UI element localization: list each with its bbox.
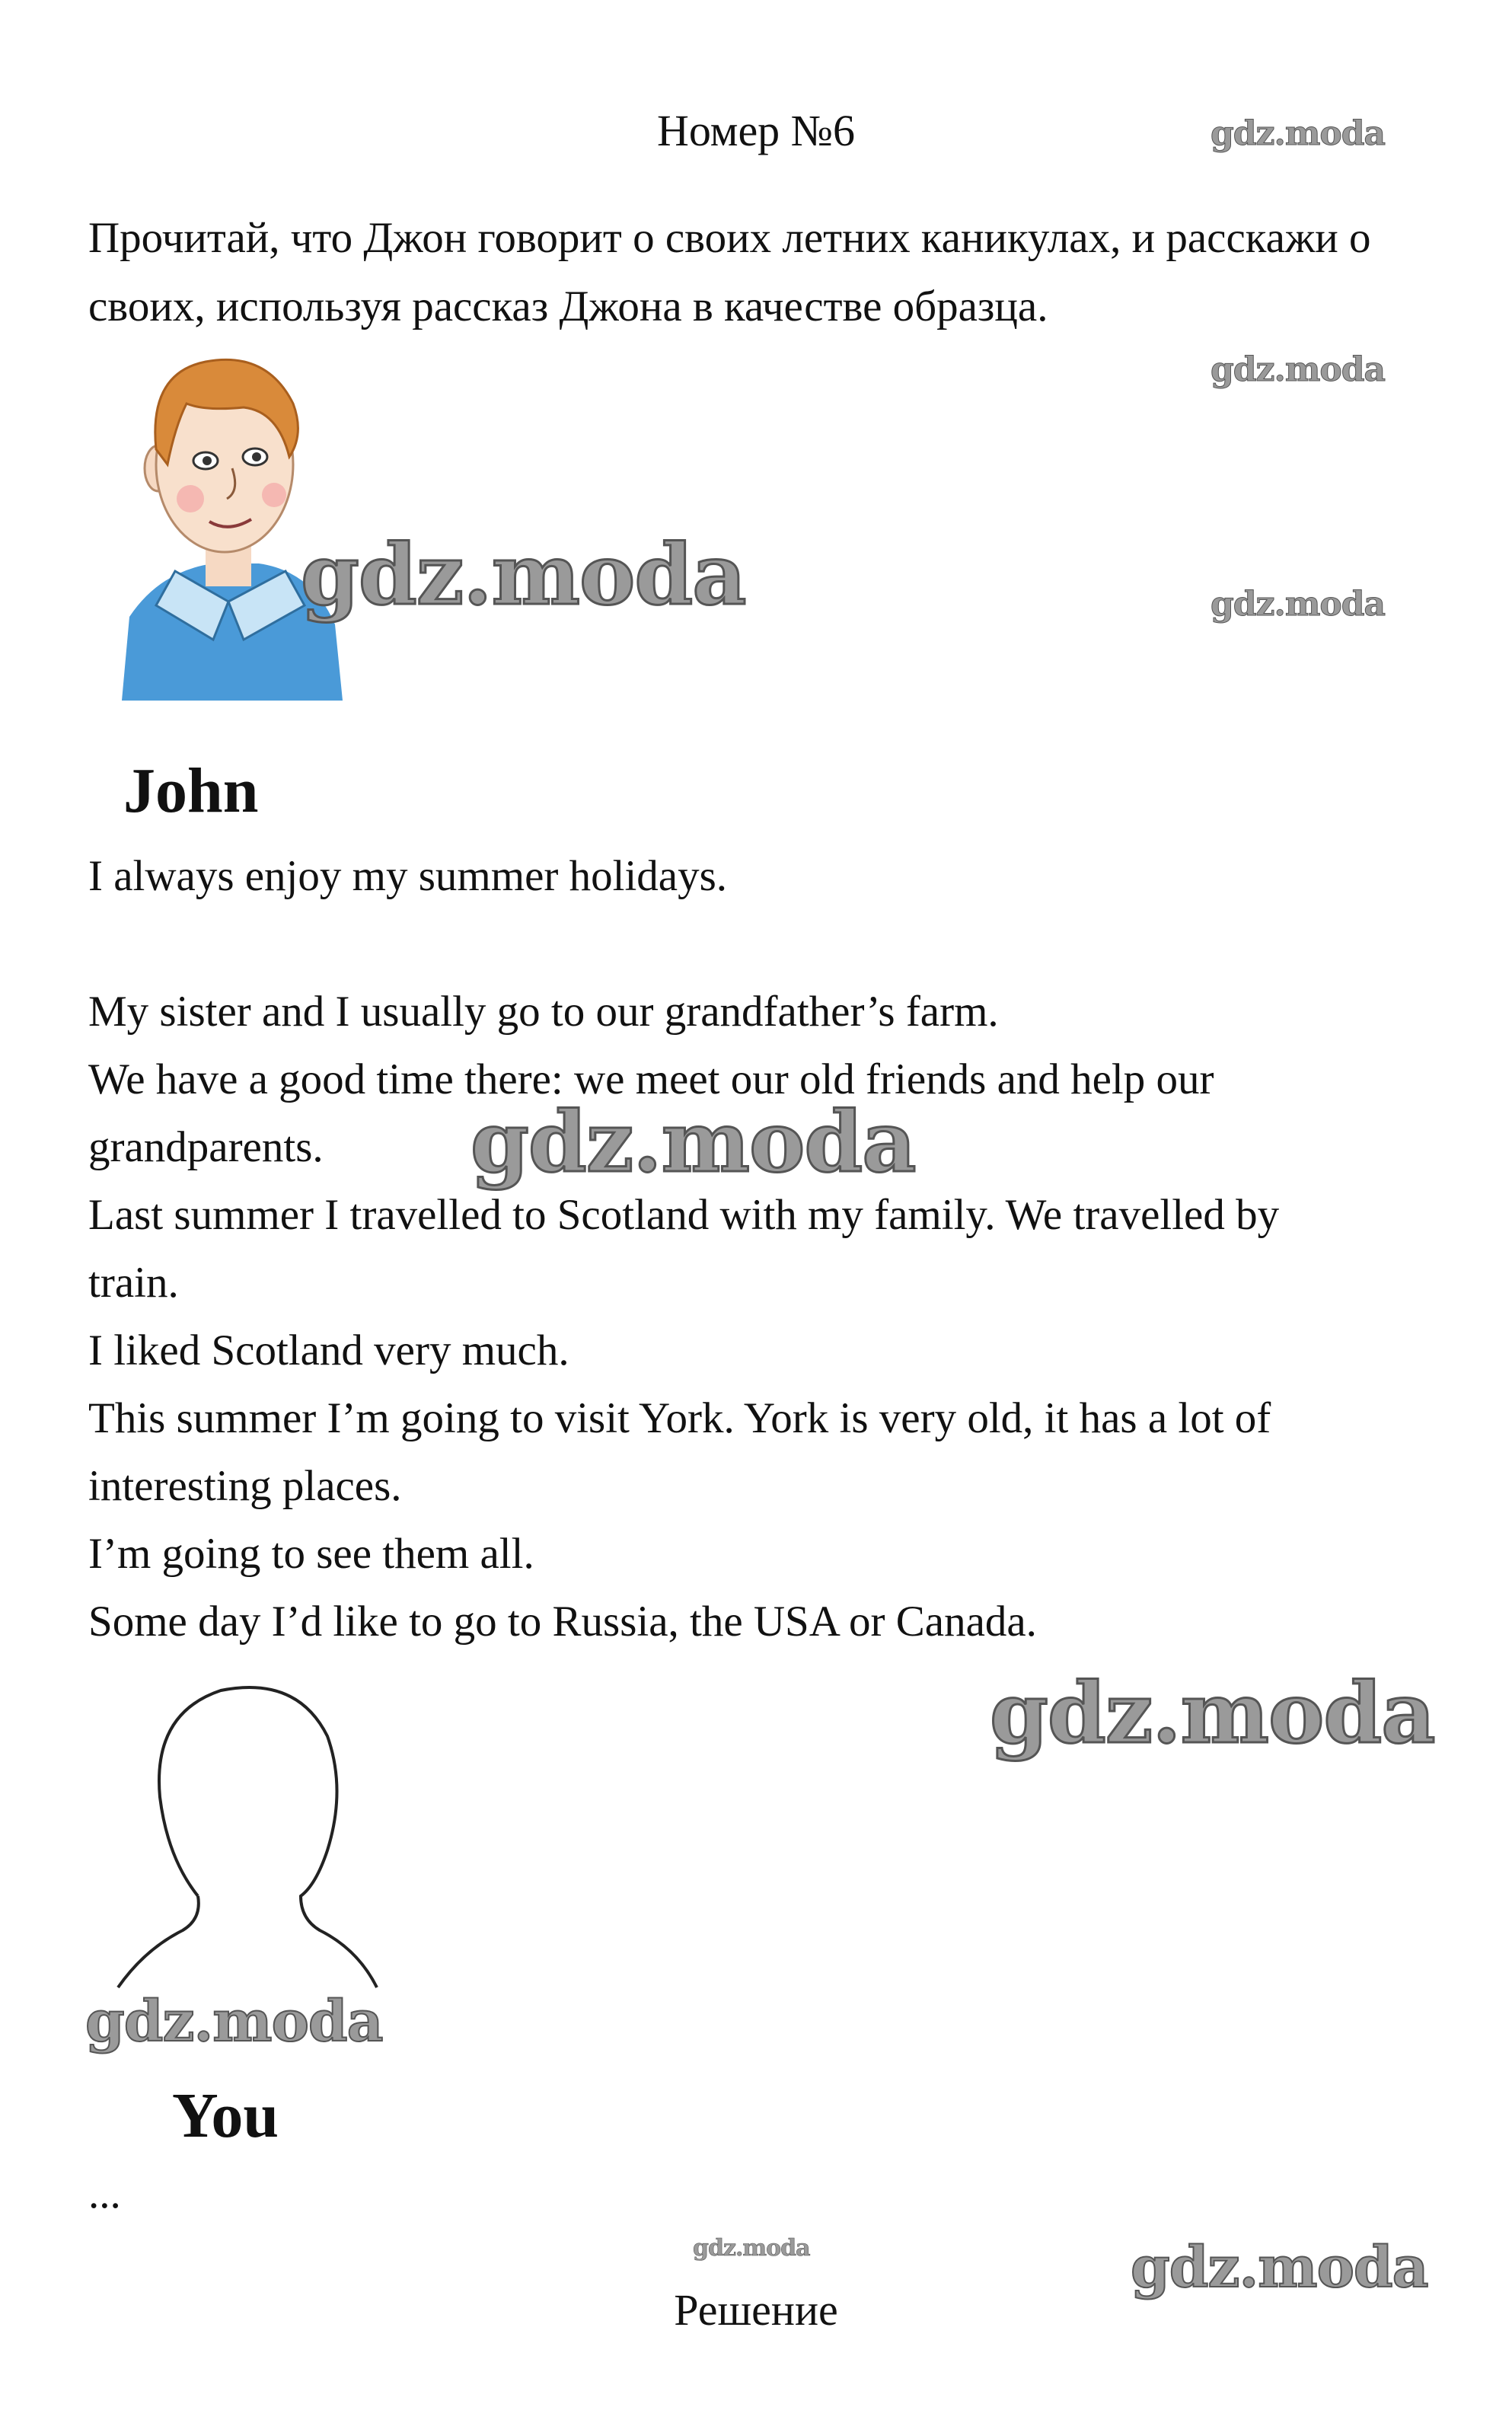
watermark: gdz.moda: [85, 1989, 383, 2054]
watermark: gdz.moda: [1211, 114, 1386, 153]
watermark: gdz.moda: [1131, 2235, 1428, 2300]
john-line-10: I’m going to see them all.: [88, 1530, 534, 1578]
watermark: gdz.moda: [301, 525, 746, 624]
watermark: gdz.moda: [693, 2235, 810, 2262]
ellipsis-text: ...: [88, 2169, 121, 2217]
you-label: You: [172, 2080, 279, 2151]
watermark: gdz.moda: [471, 1093, 916, 1191]
john-label: John: [123, 755, 259, 826]
solution-heading: Решение: [674, 2285, 838, 2335]
task-instruction: Прочитай, что Джон говорит о своих летних каникулах, и расскажи о своих, используя рассказ Джона в качестве образца.: [88, 214, 1371, 330]
watermark: gdz.moda: [1211, 350, 1386, 389]
john-line-4: grandparents.: [88, 1123, 324, 1171]
john-line-11: Some day I’d like to go to Russia, the USA or Canada.: [88, 1598, 1037, 1646]
john-line-2: My sister and I usually go to our grandfather’s farm.: [88, 988, 999, 1036]
john-line-8: This summer I’m going to visit York. York is very old, it has a lot of: [88, 1394, 1271, 1442]
person-silhouette-icon: [107, 1668, 388, 2003]
john-line-9: interesting places.: [88, 1462, 402, 1510]
john-line-7: I liked Scotland very much.: [88, 1326, 569, 1374]
watermark: gdz.moda: [990, 1664, 1435, 1762]
john-line-1: I always enjoy my summer holidays.: [88, 852, 728, 900]
page-title: Номер №6: [656, 106, 856, 155]
boy-portrait-icon: [114, 343, 343, 701]
john-line-6: train.: [88, 1259, 179, 1307]
john-line-3: We have a good time there: we meet our old friends and help our: [88, 1055, 1214, 1103]
watermark: gdz.moda: [1211, 585, 1386, 624]
john-line-5: Last summer I travelled to Scotland with my family. We travelled by: [88, 1191, 1280, 1239]
